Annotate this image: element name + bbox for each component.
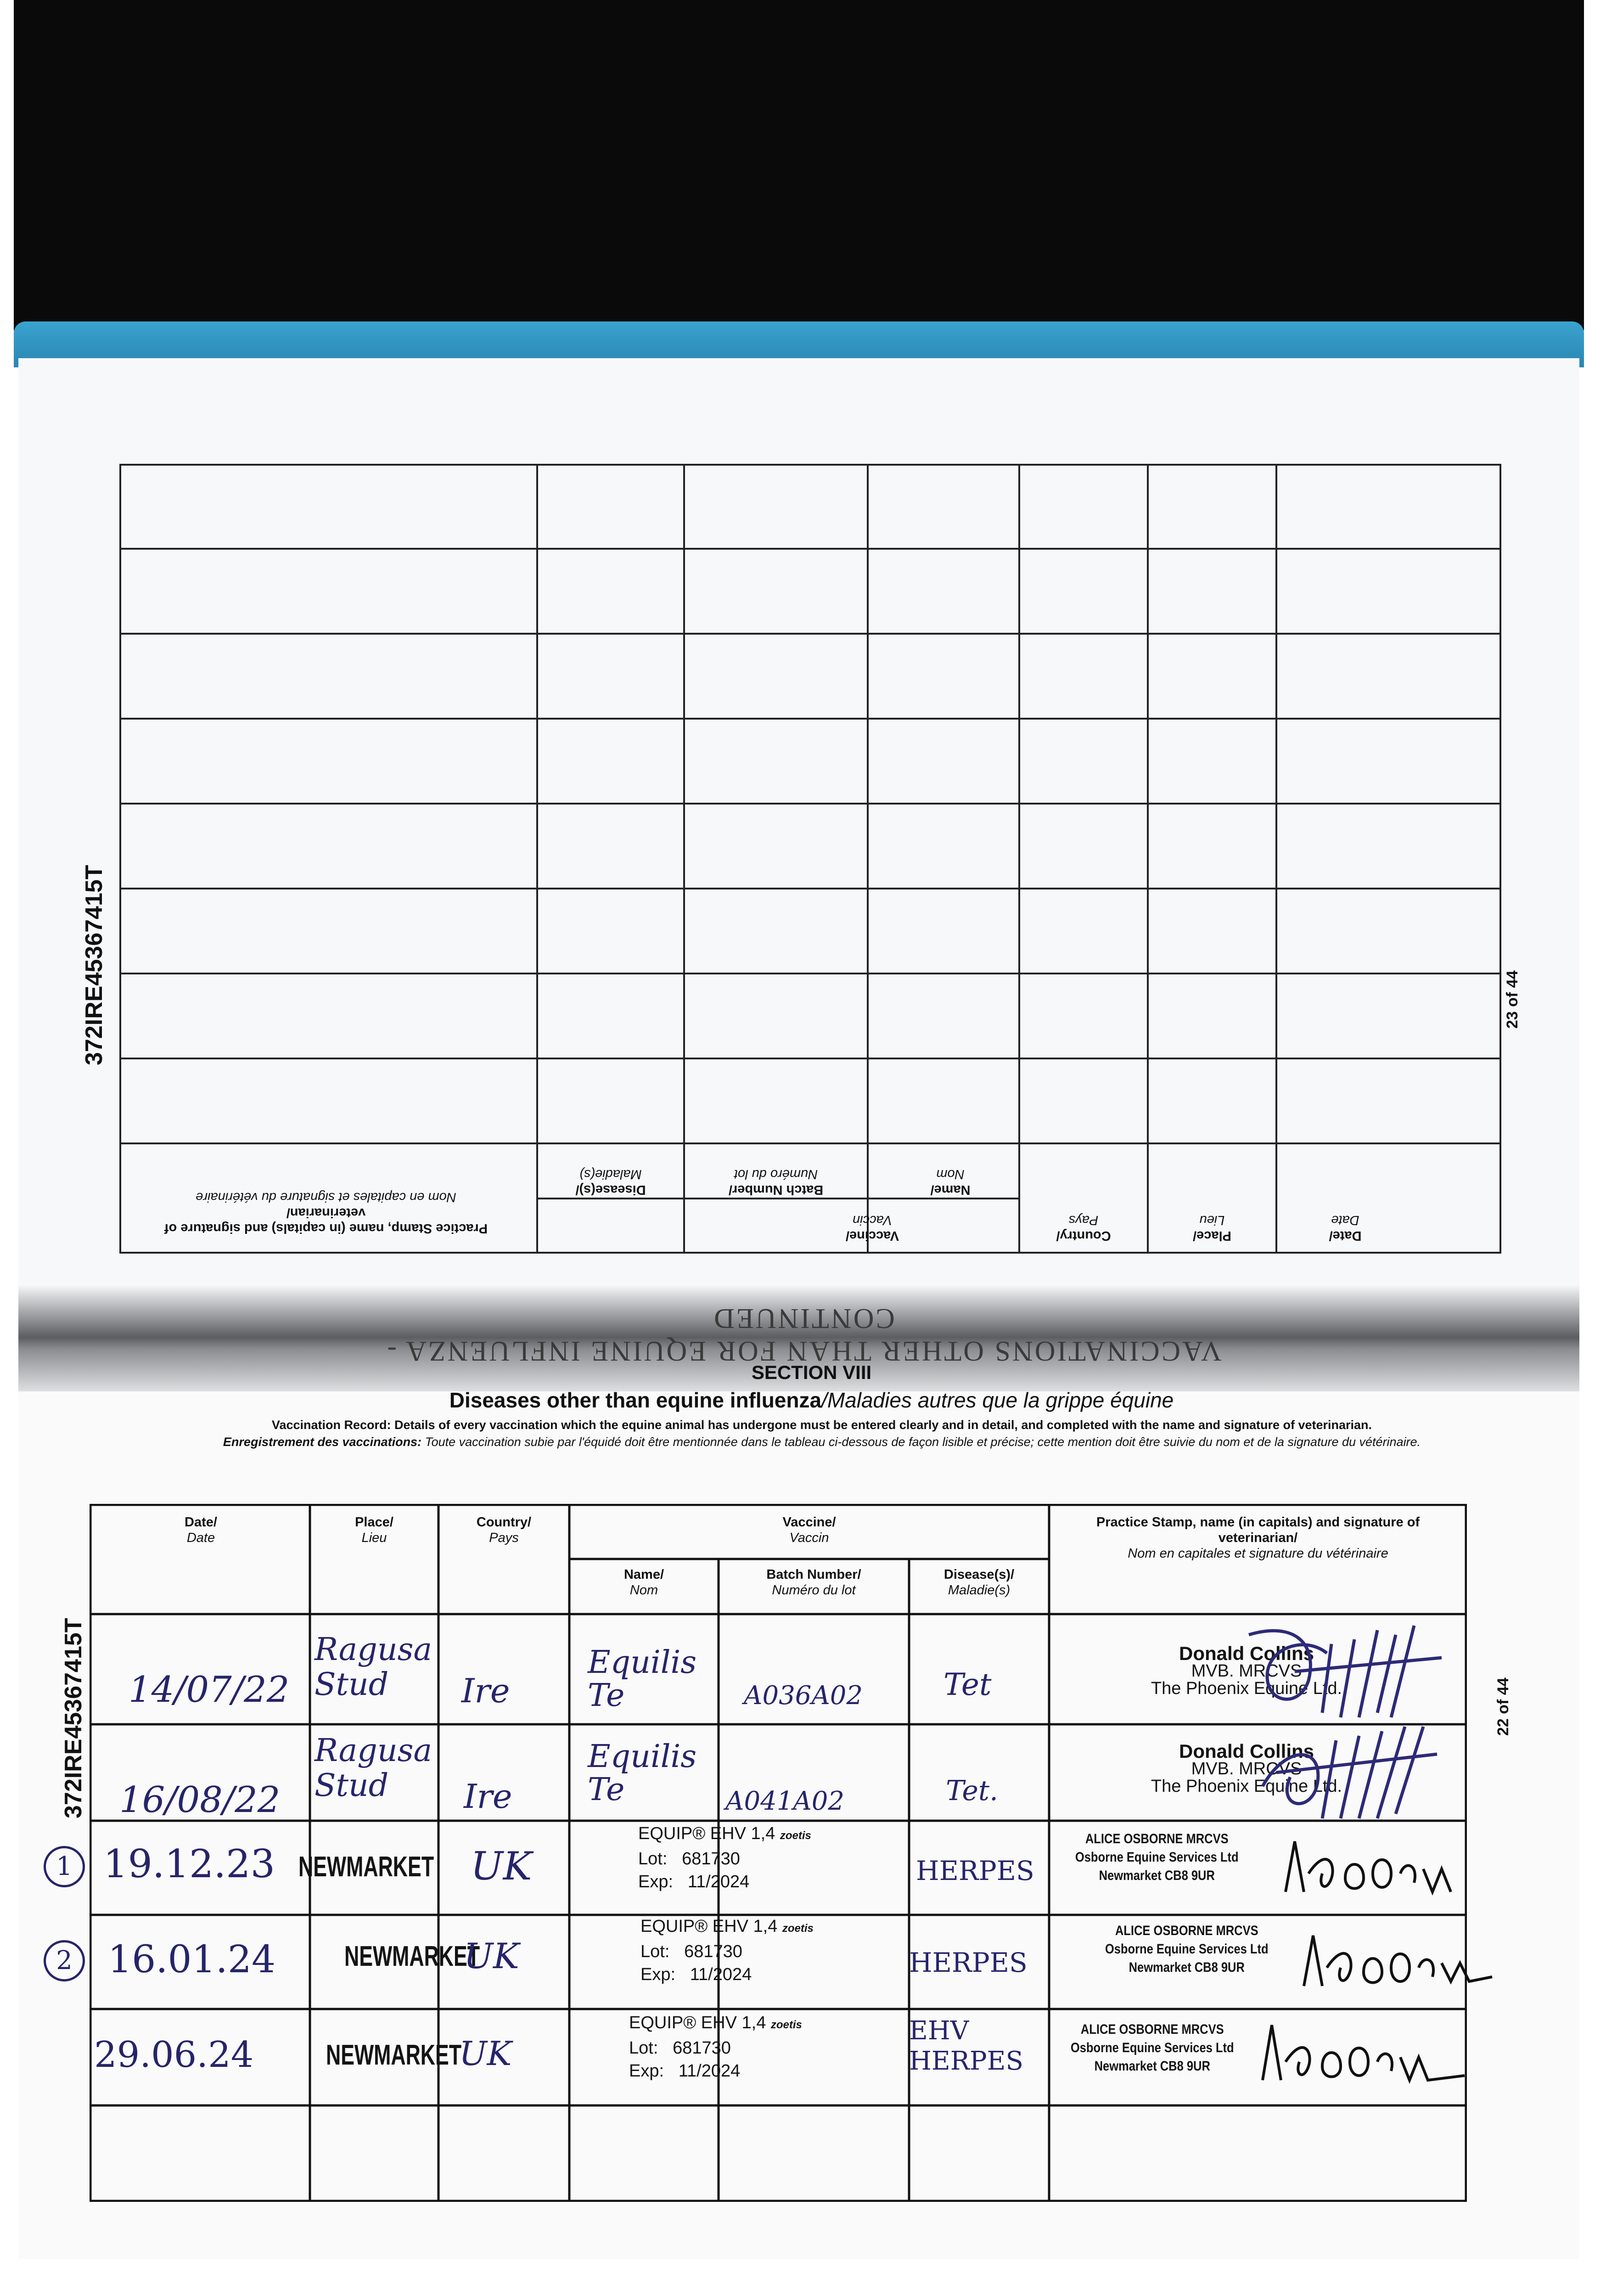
lower-page-number: 22 of 44 <box>1494 1677 1512 1736</box>
row3-disease: HERPES <box>916 1855 1034 1886</box>
row3-place-stamp: NEWMARKET <box>298 1851 434 1883</box>
header-batch: Batch Number/ Numéro du lot <box>766 1567 861 1598</box>
header-vaccine: Vaccine/ Vaccin <box>782 1515 836 1545</box>
row4-disease: HERPES <box>909 1947 1028 1978</box>
header-practice: Practice Stamp, name (in capitals) and signature of veterinarian/ Nom en capitales et signature du vétérinaire <box>1096 1515 1420 1561</box>
row2-date: 16/08/22 <box>119 1779 281 1821</box>
row2-vet-stamp: Donald Collins MVB. MRCVS The Phoenix Equine Ltd. <box>1151 1740 1342 1796</box>
row5-date: 29.06.24 <box>94 2034 254 2076</box>
row3-vaccine-label: EQUIP® EHV 1,4 zoetis Lot: 681730 Exp: 11/2024 <box>638 1824 811 1891</box>
upper-header-date: Date/ Date <box>1329 1213 1362 1243</box>
row1-vet-stamp: Donald Collins MVB. MRCVS The Phoenix Equine Ltd. <box>1151 1643 1342 1698</box>
row5-signature <box>1253 2016 1469 2089</box>
upper-header-disease: Disease(s)/ Maladie(s) <box>575 1167 646 1197</box>
row4-vet-stamp: ALICE OSBORNE MRCVS Osborne Equine Services Ltd Newmarket CB8 9UR <box>1105 1923 1269 1975</box>
lower-passport-code: 372IRE45367415T <box>60 1618 87 1818</box>
upper-header-country: Country/ Pays <box>1056 1213 1111 1243</box>
vaccination-record-note: Vaccination Record: Details of every vaccination which the equine animal has undergone must be entered clearly and in detail, and completed with the name and signature of veterinarian. <box>271 1418 1372 1432</box>
row5-country: UK <box>459 2034 512 2073</box>
row5-disease: EHV HERPES <box>909 2016 1023 2076</box>
upper-vaccination-table <box>119 464 1501 1254</box>
row1-signature <box>1240 1616 1446 1727</box>
row4-date: 16.01.24 <box>108 1938 276 1981</box>
upper-header-vaccine: Vaccine/ Vaccin <box>845 1213 899 1243</box>
row1-country: Ire <box>461 1671 510 1710</box>
scan-background <box>14 0 1584 331</box>
row1-disease: Tet <box>943 1667 992 1702</box>
upper-header-place: Place/ Lieu <box>1193 1213 1231 1243</box>
section-heading: SECTION VIII <box>751 1362 872 1383</box>
upper-page-number: 23 of 44 <box>1504 970 1521 1029</box>
upper-running-title: VACCINATIONS OTHER THAN FOR EQUINE INFLUENZA - CONTINUED <box>385 1303 1222 1367</box>
header-date: Date/ Date <box>185 1515 217 1545</box>
row5-vet-stamp: ALICE OSBORNE MRCVS Osborne Equine Services Ltd Newmarket CB8 9UR <box>1070 2022 1234 2074</box>
row1-vaccine: Equilis Te <box>588 1644 697 1714</box>
upper-header-practice: Practice Stamp, name (in capitals) and signature of veterinarian/ Nom en capitales et signature du vétérinaire <box>164 1190 488 1236</box>
header-disease: Disease(s)/ Maladie(s) <box>943 1567 1015 1598</box>
section-title: Diseases other than equine influenza/Maladies autres que la grippe équine <box>449 1388 1174 1412</box>
row4-place-stamp: NEWMARKET <box>344 1941 480 1972</box>
row1-place: Ragusa Stud <box>314 1632 432 1703</box>
row3-country: UK <box>471 1844 532 1889</box>
row3-marker-circle: 1 <box>44 1846 85 1887</box>
header-place: Place/ Lieu <box>355 1515 393 1545</box>
row3-signature <box>1276 1828 1460 1906</box>
row4-country: UK <box>464 1936 519 1976</box>
row5-place-stamp: NEWMARKET <box>326 2039 462 2071</box>
row2-country: Ire <box>464 1777 512 1816</box>
upper-passport-code: 372IRE45367415T <box>81 865 107 1065</box>
row2-signature <box>1249 1717 1442 1828</box>
row4-vaccine-label: EQUIP® EHV 1,4 zoetis Lot: 681730 Exp: 11/2024 <box>640 1917 814 1984</box>
row2-place: Ragusa Stud <box>314 1733 432 1804</box>
row3-date: 19.12.23 <box>103 1841 275 1886</box>
row4-marker-circle: 2 <box>44 1940 85 1981</box>
row5-vaccine-label: EQUIP® EHV 1,4 zoetis Lot: 681730 Exp: 11/2024 <box>629 2013 802 2081</box>
row4-signature <box>1295 1926 1497 1995</box>
header-name: Name/ Nom <box>623 1567 664 1598</box>
row2-vaccine: Equilis Te <box>588 1739 697 1808</box>
header-country: Country/ Pays <box>476 1515 532 1545</box>
upper-header-name: Name/ Nom <box>930 1167 971 1197</box>
row2-disease: Tet. <box>946 1775 999 1807</box>
row3-vet-stamp: ALICE OSBORNE MRCVS Osborne Equine Services Ltd Newmarket CB8 9UR <box>1075 1831 1239 1883</box>
row1-date: 14/07/22 <box>129 1669 290 1711</box>
row2-batch: A041A02 <box>725 1786 845 1816</box>
row1-batch: A036A02 <box>744 1681 863 1711</box>
upper-header-batch: Batch Number/ Numéro du lot <box>728 1167 824 1197</box>
vaccination-record-note-fr: Enregistrement des vaccinations: Toute vaccination subie par l'équidé doit être mentionnée dans le tableau ci-dessous de façon lisible et précise; cette mention doit être suivie du nom et de la signature du vétérinaire. <box>223 1435 1421 1449</box>
